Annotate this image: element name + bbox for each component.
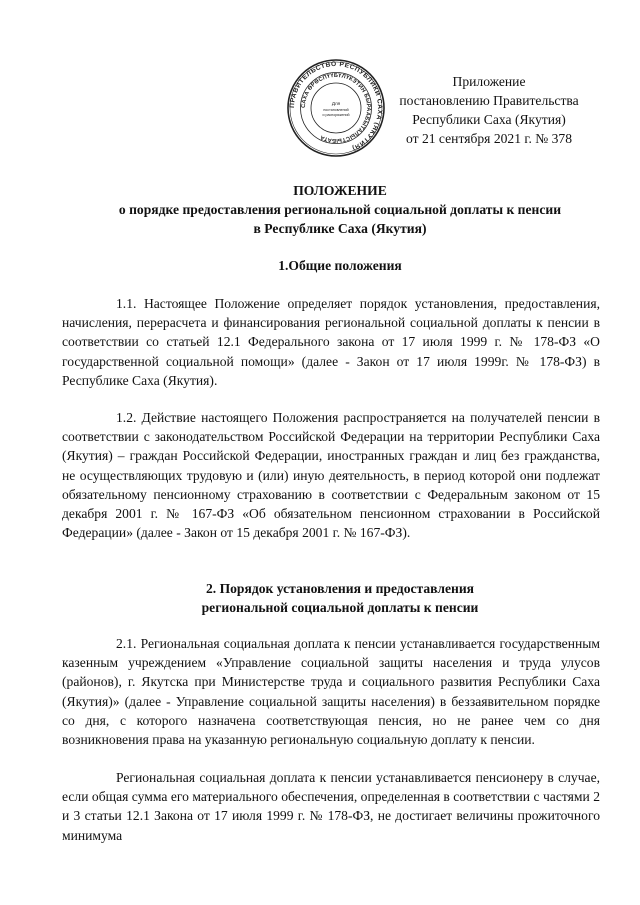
title-line-1: ПОЛОЖЕНИЕ — [293, 183, 387, 198]
paragraph-1-1: 1.1. Настоящее Положение определяет порядок установления, предоставления, начисления, перерасчета и финансирования региональной социальной доплаты к пенсии в соответствии со статьей 12.1 Федерального закона от 17 июля 1999 г. № 178-ФЗ «О государственной социальной помощи» (далее - Закон от 17 июля 1999г. № 178-ФЗ) в Республике Саха (Якутия). — [62, 296, 600, 388]
title-line-3: в Республике Саха (Якутия) — [253, 221, 427, 236]
svg-text:и распоряжений: и распоряжений — [322, 113, 350, 117]
header-line-2: постановлению Правительства — [399, 93, 579, 108]
section-2-heading-line-1: 2. Порядок установления и предоставления — [205, 581, 475, 596]
paragraph-2-1-continued: Региональная социальная доплата к пенсии устанавливается пенсионеру в случае, если общая сумма его материального обеспечения, определенная в соответствии с частями 2 и 3 статьи 12.1 Закона от 17 июля 1999 г. № 178-ФЗ, не достигает величины прожиточного минимума — [62, 770, 600, 843]
svg-text:ПРАВИТЕЛЬСТВО РЕСПУБЛИКИ САХА: ПРАВИТЕЛЬСТВО РЕСПУБЛИКИ САХА (ЯКУТИЯ) — [288, 60, 384, 152]
header-line-3: Республики Саха (Якутия) — [412, 112, 566, 127]
title-line-2: о порядке предоставления региональной социальной доплаты к пенсии — [118, 202, 562, 217]
section-1-heading: 1.Общие положения — [278, 258, 402, 273]
header-line-4: от 21 сентября 2021 г. № 378 — [405, 131, 573, 146]
section-2-heading — [60, 579, 620, 617]
document-header — [378, 72, 600, 148]
svg-text:постановлений: постановлений — [323, 108, 349, 112]
svg-text:Для: Для — [331, 101, 341, 106]
section-2-heading-line-2: региональной социальной доплаты к пенсии — [201, 600, 479, 615]
document-title — [60, 181, 620, 238]
paragraph-2-1: 2.1. Региональная социальная доплата к пенсии устанавливается государственным казенным учреждением «Управление социальной защиты населения и труда улусов (районов), г. Якутска при Министерстве труда и социального развития Республики Саха (Якутия)» (далее - Управление социальной защиты населения) в беззаявительном порядке со дня, с которого назначена соответствующая пенсия, но не ранее чем со дня возникновения права на указанную региональную социальную доплату к пенсии. — [62, 636, 600, 748]
svg-text:САХА ӨРӨСПҮҮБҮЛҮКЭТИН БЫРААБЫТ: САХА ӨРӨСПҮҮБҮЛҮКЭТИН БЫРААБЫТАЛЫСТЫБАТА — [300, 72, 372, 144]
official-seal — [286, 58, 386, 158]
paragraph-1-2: 1.2. Действие настоящего Положения распространяется на получателей пенсии в соответствии с законодательством Российской Федерации на территории Республики Саха (Якутия) – граждан Российской Федерации, иностранных граждан и лиц без гражданства, не осуществляющих трудовую и (или) иную деятельность, в период которой они подлежат обязательному пенсионному страхованию в соответствии с Федеральным законом от 15 декабря 2001 г. № 167-ФЗ «Об обязательном пенсионном страховании в Российской Федерации» (далее - Закон от 15 декабря 2001 г. № 167-ФЗ). — [62, 410, 600, 541]
header-line-1: Приложение — [452, 74, 526, 89]
